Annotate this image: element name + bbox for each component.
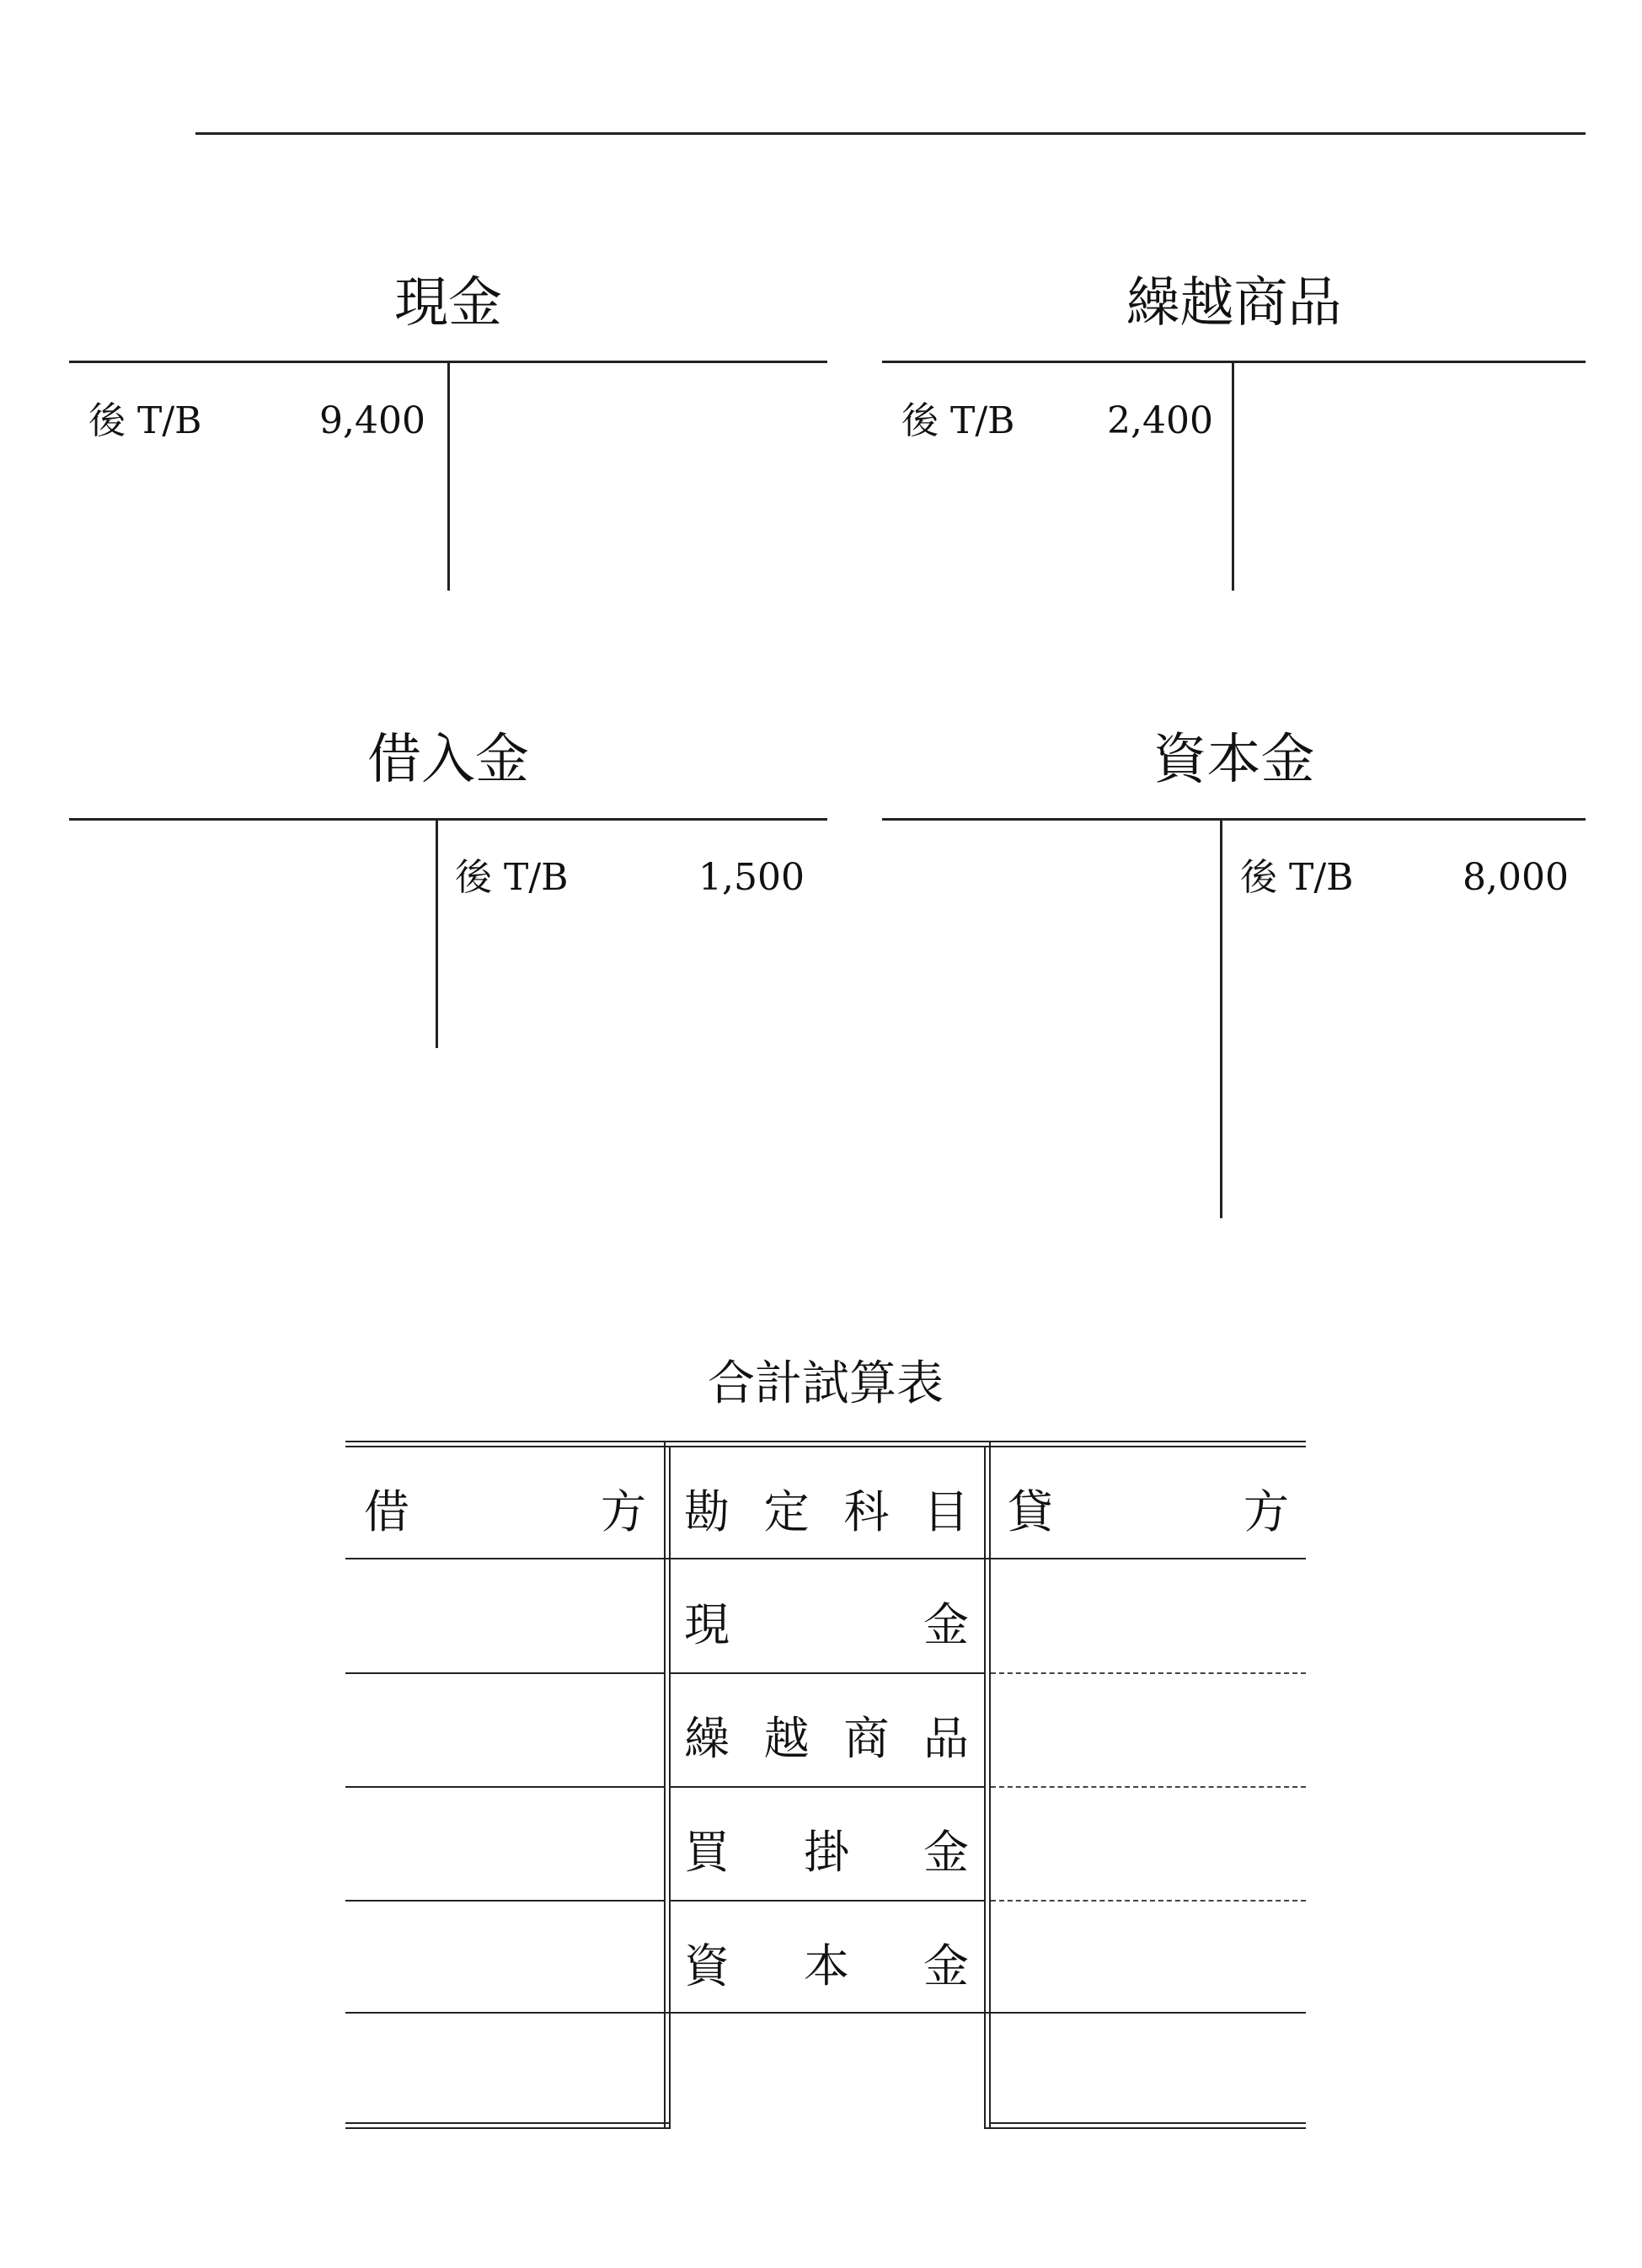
tb-row-rule-debit [345, 1786, 664, 1788]
tb-sep-right [984, 1446, 986, 2127]
tb-bottom-rule-right-inner [989, 2122, 1306, 2124]
tb-row-account: 資 本 金 [684, 1939, 969, 1993]
t-account-entry [88, 399, 425, 442]
entry-amount: 8,000 [1463, 856, 1569, 899]
tb-bottom-rule-right [984, 2127, 1306, 2129]
t-account-vline [1232, 361, 1234, 591]
entry-label: 後 T/B [88, 399, 202, 442]
tb-bottom-rule-inner [345, 2127, 671, 2129]
t-account-title: 繰越商品 [1126, 272, 1342, 334]
t-account-entry [455, 856, 805, 899]
tb-row-rule-debit [345, 1672, 664, 1674]
tb-row-rule-account [671, 1786, 984, 1788]
tb-row-rule-total [345, 2012, 1306, 2014]
tb-row-account: 現 金 [684, 1598, 969, 1651]
t-account-title: 現金 [394, 272, 502, 334]
tb-row-account: 買 掛 金 [684, 1826, 969, 1879]
entry-amount: 1,500 [698, 856, 805, 899]
t-account-hline [69, 818, 827, 821]
entry-amount: 9,400 [319, 399, 425, 442]
t-account-vline [1220, 818, 1222, 1218]
top-rule [195, 132, 1586, 135]
tb-sep-right-inner [989, 1441, 991, 2127]
t-account-vline [436, 818, 438, 1048]
t-account-entry [1240, 856, 1569, 899]
tb-row-rule-credit [991, 1786, 1306, 1788]
tb-row-rule-credit [991, 1900, 1306, 1902]
entry-label: 後 T/B [1240, 856, 1354, 899]
t-account-hline [882, 818, 1586, 821]
tb-header-account: 勘 定 科 目 [684, 1485, 969, 1538]
tb-row-account: 繰 越 商 品 [684, 1712, 969, 1765]
entry-amount: 2,400 [1107, 399, 1213, 442]
t-account-title: 資本金 [1153, 729, 1315, 791]
tb-header-rule [345, 1558, 1306, 1559]
tb-row-rule-account [671, 1672, 984, 1674]
tb-row-rule-account [671, 1900, 984, 1902]
entry-label: 後 T/B [901, 399, 1015, 442]
tb-row-rule-credit [991, 1672, 1306, 1674]
tb-bottom-rule [345, 2122, 669, 2124]
t-account-entry [901, 399, 1213, 442]
trial-balance-title: 合計試算表 [708, 1356, 944, 1411]
tb-sep-left [664, 1441, 666, 2127]
tb-top-rule-inner [345, 1446, 1306, 1447]
entry-label: 後 T/B [455, 856, 569, 899]
tb-top-rule [345, 1441, 1306, 1442]
t-account-vline [447, 361, 450, 591]
tb-header-debit: 借 方 [364, 1485, 646, 1538]
tb-header-credit: 貸 方 [1008, 1485, 1289, 1538]
tb-row-rule-debit [345, 1900, 664, 1902]
t-account-title: 借入金 [367, 729, 529, 791]
